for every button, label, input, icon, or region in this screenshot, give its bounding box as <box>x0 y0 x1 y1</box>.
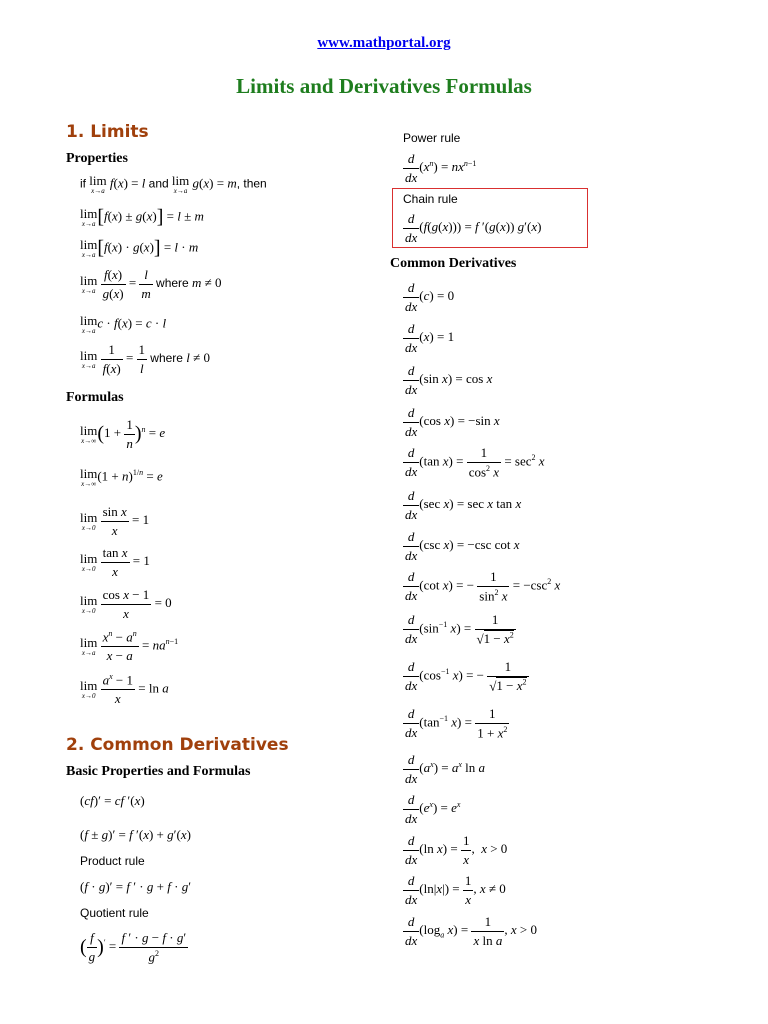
sum-rule: (f ± g)′ = f ′(x) + g′(x) <box>80 827 191 842</box>
limit-sum-rule: lim x→a [f(x) ± g(x)] = l ± m <box>80 206 204 228</box>
derivatives-heading: 2. Common Derivatives <box>66 735 289 755</box>
formula-exp: lim x→0 $\frac{a^x - 1}{x}$ = ln a <box>80 672 169 706</box>
limit-reciprocal-rule: lim x→a $\frac{1}{f(x)}$ = $\frac{1}{l}$ where l ≠ 0 <box>80 342 210 376</box>
deriv-log-a: $\frac{d}{dx}$ ($\log_a$ x) = $\frac{1}{\text{x ln a}}$ , x > 0 <box>405 914 537 948</box>
deriv-arctan: $\frac{d}{dx}$ ($\tan^{-1}$ x) = $\frac{1}{1 + x^2}$ <box>405 706 508 740</box>
limit-constant-rule: lim x→a c · f(x) = c · l <box>80 313 167 335</box>
deriv-constant: $\frac{d}{dx}$ (c) = 0 <box>405 280 455 314</box>
quotient-rule-label: Quotient rule <box>80 906 149 920</box>
formula-tanx-over-x: lim x→0 $\frac{\text{tan x}}{x}$ = 1 <box>80 545 150 579</box>
limit-product-rule: lim x→a [f(x) · g(x)] = l · m <box>80 237 199 259</box>
product-rule: (f · g)′ = f ′ · g + f · g′ <box>80 879 192 894</box>
deriv-x: $\frac{d}{dx}$ (x) = 1 <box>405 321 455 355</box>
formula-power-diff: lim x→a $\frac{x^n - a^n}{x - a}$ = $na^{n-1}$ <box>80 629 179 663</box>
chain-rule-label: Chain rule <box>403 192 458 206</box>
deriv-exp-a: $\frac{d}{dx}$ $(a^x) = a^x$ ln a <box>405 752 486 786</box>
formula-sinx-over-x: lim x→0 $\frac{\text{sin x}}{x}$ = 1 <box>80 504 150 538</box>
site-link[interactable]: www.mathportal.org <box>317 35 451 51</box>
deriv-sin: $\frac{d}{dx}$ (sin x) = cos x <box>405 363 493 397</box>
formula-e-2: lim x→∞ $(1 + n)^{1/n} = e$ <box>80 466 163 488</box>
chain-rule: $\frac{d}{dx}$ (f(g(x))) = f ′(g(x)) g′(x) <box>405 211 542 245</box>
deriv-cot: $\frac{d}{dx}$ (cot x) = − $\frac{1}{\sin^2 x}$ = $-\csc^2$ x <box>405 569 561 603</box>
deriv-ln: $\frac{d}{dx}$ (ln x) = $\frac{1}{x}$ , x > 0 <box>405 833 508 867</box>
properties-label: Properties <box>66 151 128 166</box>
limit-quotient-rule: lim x→a $\frac{f(x)}{g(x)}$ = $\frac{l}{m}$ where m ≠ 0 <box>80 267 222 301</box>
power-rule-label: Power rule <box>403 131 461 145</box>
limit-intro: if lim x→a f(x) = l and lim x→a g(x) = m, then <box>80 173 267 195</box>
formula-cosx: lim x→0 $\frac{\text{cos x − 1}}{x}$ = 0 <box>80 587 172 621</box>
page-title: Limits and Derivatives Formulas <box>236 74 532 98</box>
deriv-exp-e: $\frac{d}{dx}$ $(e^x) = e^x$ <box>405 792 461 826</box>
constant-multiple-rule: (cf)′ = cf ′(x) <box>80 793 145 808</box>
deriv-sec: $\frac{d}{dx}$ (sec x) = sec x tan x <box>405 488 522 522</box>
product-rule-label: Product rule <box>80 854 145 868</box>
formula-e-1: lim x→∞ (1 + $\frac{1}{n}$ )$^n$ = e <box>80 417 166 451</box>
power-rule: $\frac{d}{dx}$ $(x^n) = nx^{n-1}$ <box>405 151 477 185</box>
deriv-ln-abs: $\frac{d}{dx}$ (ln|x|) = $\frac{1}{x}$ , x ≠ 0 <box>405 873 506 907</box>
deriv-arcsin: $\frac{d}{dx}$ ($\sin^{-1}$ x) = $\frac{1}{√1 - x^2}$ <box>405 612 514 646</box>
limits-heading: 1. Limits <box>66 122 149 142</box>
basic-properties-label: Basic Properties and Formulas <box>66 764 251 779</box>
deriv-csc: $\frac{d}{dx}$ (csc x) = −csc cot x <box>405 529 520 563</box>
deriv-arccos: $\frac{d}{dx}$ ($\cos^{-1}$ x) = − $\frac{1}{√1 - x^2}$ <box>405 659 527 693</box>
deriv-cos: $\frac{d}{dx}$ (cos x) = −sin x <box>405 405 500 439</box>
formulas-label: Formulas <box>66 390 124 405</box>
common-derivatives-label: Common Derivatives <box>390 256 517 271</box>
deriv-tan: $\frac{d}{dx}$ (tan x) = $\frac{1}{\cos^2 x}$ = $\sec^2 x$ <box>405 445 545 479</box>
quotient-rule: ( $\frac{f}{g}$ )′ = $\frac{f ' \cdot g - f \cdot g'}{g^2}$ <box>80 930 187 964</box>
